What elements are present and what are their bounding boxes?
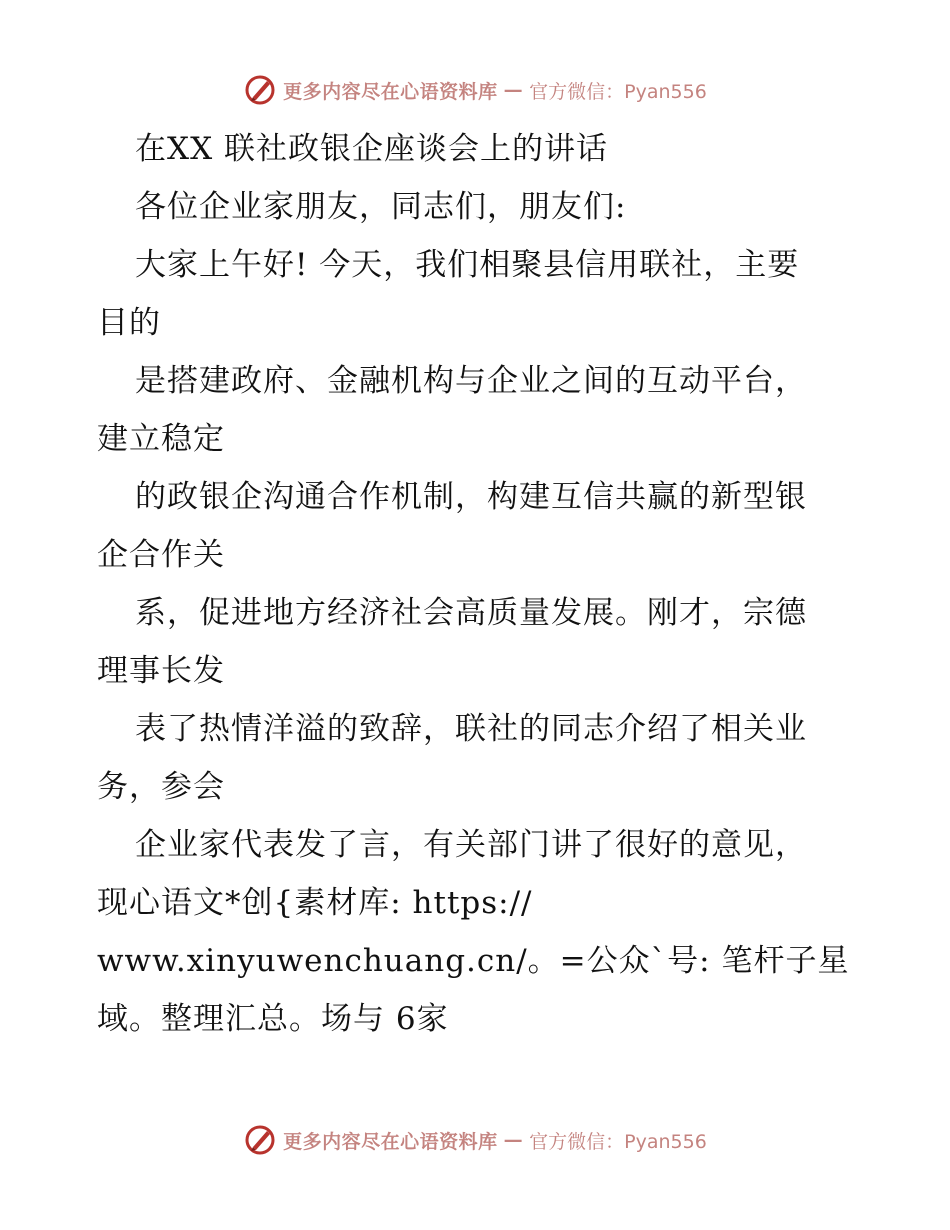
document-title: 在XX 联社政银企座谈会上的讲话 <box>135 131 608 167</box>
paragraph-line: 表了热情洋溢的致辞，联社的同志介绍了相关业 <box>135 711 807 747</box>
header-banner <box>0 70 950 110</box>
paragraph-line: 企合作关 <box>97 537 225 573</box>
paragraph-line: 目的 <box>97 305 161 341</box>
paragraph-line: 建立稳定 <box>97 421 225 457</box>
salutation: 各位企业家朋友，同志们，朋友们: <box>135 189 627 225</box>
paragraph-line: 是搭建政府、金融机构与企业之间的互动平台， <box>135 363 807 399</box>
pen-logo-icon <box>243 1123 277 1157</box>
paragraph-line: 现心语文*创{素材库: https:// <box>97 885 533 921</box>
banner-site-text: 更多内容尽在心语资料库 <box>283 80 498 103</box>
document-body <box>97 120 857 1048</box>
paragraph-line: 理事长发 <box>97 653 225 689</box>
paragraph-line: 务，参会 <box>97 769 225 805</box>
footer-banner <box>0 1120 950 1160</box>
banner-dash: — <box>503 79 524 101</box>
banner-wechat-text: 官方微信：Pyan556 <box>529 1130 707 1153</box>
paragraph-line: 系，促进地方经济社会高质量发展。刚才，宗德 <box>135 595 807 631</box>
pen-logo-icon <box>243 73 277 107</box>
paragraph-line: 企业家代表发了言，有关部门讲了很好的意见， <box>135 827 807 863</box>
banner-site-text: 更多内容尽在心语资料库 <box>283 1130 498 1153</box>
paragraph-line: 大家上午好! 今天，我们相聚县信用联社，主要 <box>135 247 800 283</box>
paragraph-line: www.xinyuwenchuang.cn/。=公众`号: 笔杆子星 <box>97 943 850 979</box>
paragraph-line: 的政银企沟通合作机制，构建互信共赢的新型银 <box>135 479 807 515</box>
paragraph-line: 域。整理汇总。场与 6家 <box>97 1001 449 1037</box>
banner-dash: — <box>503 1129 524 1151</box>
banner-wechat-text: 官方微信：Pyan556 <box>529 80 707 103</box>
